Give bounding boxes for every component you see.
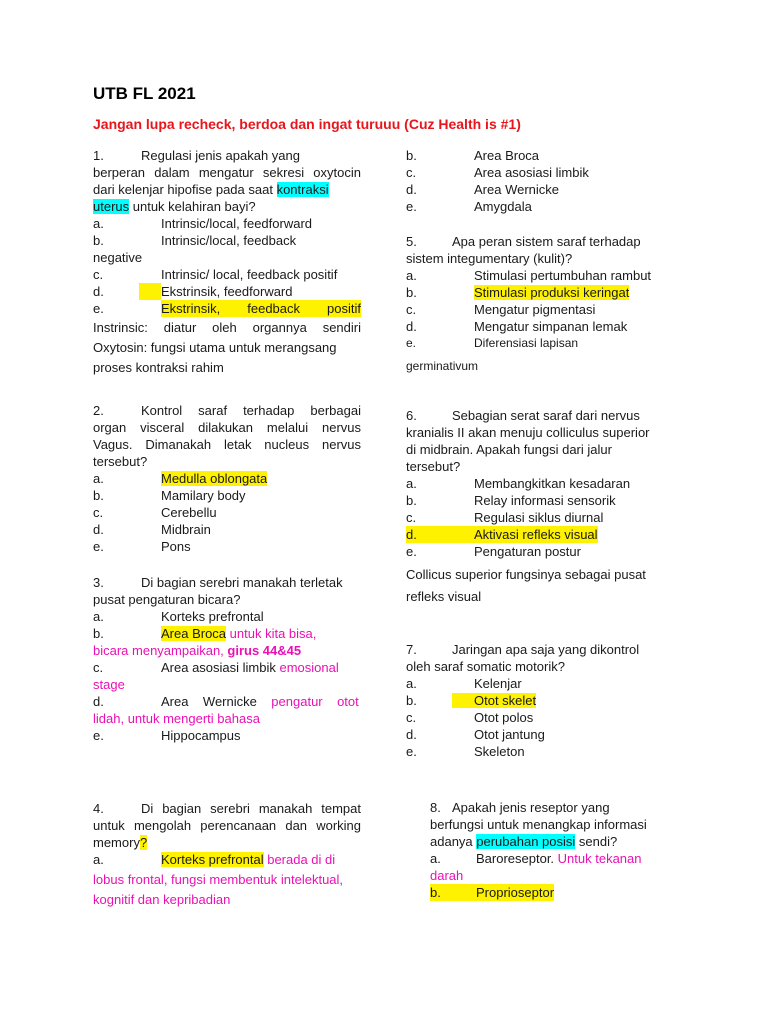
page-subtitle: Jangan lupa recheck, berdoa dan ingat turuuu (Cuz Health is #1) [93, 116, 521, 132]
option-a: a. Intrinsic/local, feedforward [93, 216, 313, 231]
question-7: 7. Jaringan apa saja yang dikontrol oleh saraf somatic motorik? a. Kelenjar b. Otot skelet c. Otot polos d. Otot jantung e. Skeleton [406, 641, 674, 760]
highlight-cyan: kontraksi [276, 182, 329, 197]
option-a: a. Medulla oblongata [93, 471, 268, 486]
question-6: 6. Sebagian serat saraf dari nervus kranialis II akan menuju colliculus superior di midbrain. Apakah fungsi dari jalur tersebut? a. Membangkitkan kesadaran b. Relay informasi sensorik c. Regulasi siklus diurnal d. Aktivasi refleks visual e. Pengaturan postur Collicus superior fungsinya sebagai pusat refleks visual [406, 407, 674, 609]
option-d: d. Otot jantung [406, 727, 545, 742]
option-d: d. Mengatur simpanan lemak [406, 319, 628, 334]
question-number: 8. [430, 800, 441, 815]
option-d: d. Area Wernicke pengatur otot [93, 694, 359, 709]
right-column [406, 147, 674, 927]
question-number: 5. [406, 234, 417, 249]
option-b: b. Intrinsic/local, feedback [93, 233, 297, 248]
option-c: c. Cerebellu [93, 505, 217, 520]
explanation-text: Oxytosin: fungsi utama untuk merangsang [93, 340, 337, 355]
option-c: c. Otot polos [406, 710, 534, 725]
option-b: b. Area Broca [406, 148, 540, 163]
option-d: d. Area Wernicke [406, 182, 560, 197]
explanation-text: refleks visual [406, 589, 482, 604]
option-c: c. Area asosiasi limbik emosional [93, 660, 339, 675]
option-c: c. Regulasi siklus diurnal [406, 510, 604, 525]
option-b: b. Area Broca untuk kita bisa, [93, 626, 317, 641]
answer-highlight: Korteks prefrontal [161, 852, 264, 867]
question-4: 4. Di bagian serebri manakah tempat untuk mengolah perencanaan dan working memory? a. Korteks prefrontal berada di di lobus frontal, fungsi membentuk intelektual, kognitif dan kepribadian [93, 801, 361, 907]
option-e: e. Hippocampus [93, 728, 241, 743]
answer-highlight: Area Broca [161, 626, 227, 641]
answer-highlight: Medulla oblongata [161, 471, 268, 486]
question-2: 2. Kontrol saraf terhadap berbagai organ visceral dilakukan melalui nervus Vagus. Dimanakah letak nucleus nervus tersebut? a. Medulla oblongata b. Mamilary body c. Cerebellu d. Midbrain e. Pons [93, 403, 361, 554]
option-d: d. Midbrain [93, 522, 211, 537]
question-8: 8. Apakah jenis reseptor yang berfungsi untuk menangkap informasi adanya perubahan posisi sendi? a. Baroreseptor. Untuk tekanan darah b. Proprioseptor [430, 799, 680, 901]
option-a: a. Korteks prefrontal [93, 609, 264, 624]
option-e: e. Skeleton [406, 744, 525, 759]
option-b: b. Otot skelet [406, 693, 537, 708]
option-d: d. Aktivasi refleks visual [406, 527, 598, 542]
explanation-text: proses kontraksi rahim [93, 360, 224, 375]
question-text: Regulasi jenis apakah yang [141, 148, 300, 163]
option-d: d. Ekstrinsik, feedforward [93, 284, 293, 299]
question-number: 2. [93, 403, 104, 418]
answer-highlight: Stimulasi produksi keringat [474, 285, 630, 300]
option-a: a. Kelenjar [406, 676, 522, 691]
answer-highlight: Proprioseptor [476, 885, 555, 900]
highlight-cyan: perubahan posisi [476, 834, 576, 849]
option-a: a. Membangkitkan kesadaran [406, 476, 631, 491]
question-4-options-cont [406, 147, 674, 215]
option-e: e. Amygdala [406, 199, 532, 214]
option-a: a. Baroreseptor. Untuk tekanan [430, 851, 642, 866]
question-number: 6. [406, 408, 417, 423]
answer-highlight: Aktivasi refleks visual [474, 527, 598, 542]
highlight-cyan: uterus [93, 199, 130, 214]
question-number: 4. [93, 801, 104, 816]
option-e: e. Pons [93, 539, 191, 554]
question-3: 3. Di bagian serebri manakah terletak pusat pengaturan bicara? a. Korteks prefrontal b. Area Broca untuk kita bisa, bicara menyampaikan, girus 44&45 c. Area asosiasi limbik emosional stage d. Area Wernicke pengatur otot lidah, untuk mengerti bahasa e. Hippocampus [93, 574, 361, 744]
option-a: a. Korteks prefrontal berada di di [93, 852, 336, 867]
option-c: c. Intrinsic/ local, feedback positif [93, 267, 338, 282]
option-e: e. Pengaturan postur [406, 544, 581, 559]
explanation-text: Collicus superior fungsinya sebagai pusat [406, 567, 646, 582]
left-column [93, 147, 361, 927]
option-b: b. Relay informasi sensorik [406, 493, 616, 508]
question-number: 1. [93, 148, 104, 163]
option-b: b. Stimulasi produksi keringat [406, 285, 630, 300]
option-c: c. Mengatur pigmentasi [406, 302, 596, 317]
question-number: 7. [406, 642, 417, 657]
question-5: 5. Apa peran sistem saraf terhadap sistem integumentary (kulit)? a. Stimulasi pertumbuhan rambut b. Stimulasi produksi keringat c. Mengatur pigmentasi d. Mengatur simpanan lemak e. Diferensiasi lapisan germinativum [406, 233, 674, 375]
option-b: b. Mamilary body [93, 488, 246, 503]
option-b: b. Proprioseptor [430, 885, 555, 900]
page-title: UTB FL 2021 [93, 84, 196, 103]
option-e: e. Ekstrinsik, feedback positif [93, 301, 361, 316]
question-text: berperan dalam mengatur sekresi oxytocin [93, 165, 361, 180]
question-1: 1. Regulasi jenis apakah yang berperan dalam mengatur sekresi oxytocin dari kelenjar hipofise pada saat kontraksi uterus untuk kelahiran bayi? a. Intrinsic/local, feedforward b. Intrinsic/local, feedback negative c. Intrinsic/ local, feedback positif d. Ekstrinsik, feedforward e. Ekstrinsik, feedback positif Instrinsic: diatur oleh organnya sendiri Oxytosin: fungsi utama untuk merangsang proses kontraksi rahim [93, 147, 361, 378]
explanation-text: Instrinsic: diatur oleh organnya sendiri [93, 320, 361, 335]
option-e: e. Diferensiasi lapisan [406, 336, 579, 350]
answer-highlight: Ekstrinsik, feedback positif [161, 301, 361, 316]
option-c: c. Area asosiasi limbik [406, 165, 589, 180]
question-number: 3. [93, 575, 104, 590]
option-a: a. Stimulasi pertumbuhan rambut [406, 268, 652, 283]
answer-highlight: Otot skelet [474, 693, 537, 708]
